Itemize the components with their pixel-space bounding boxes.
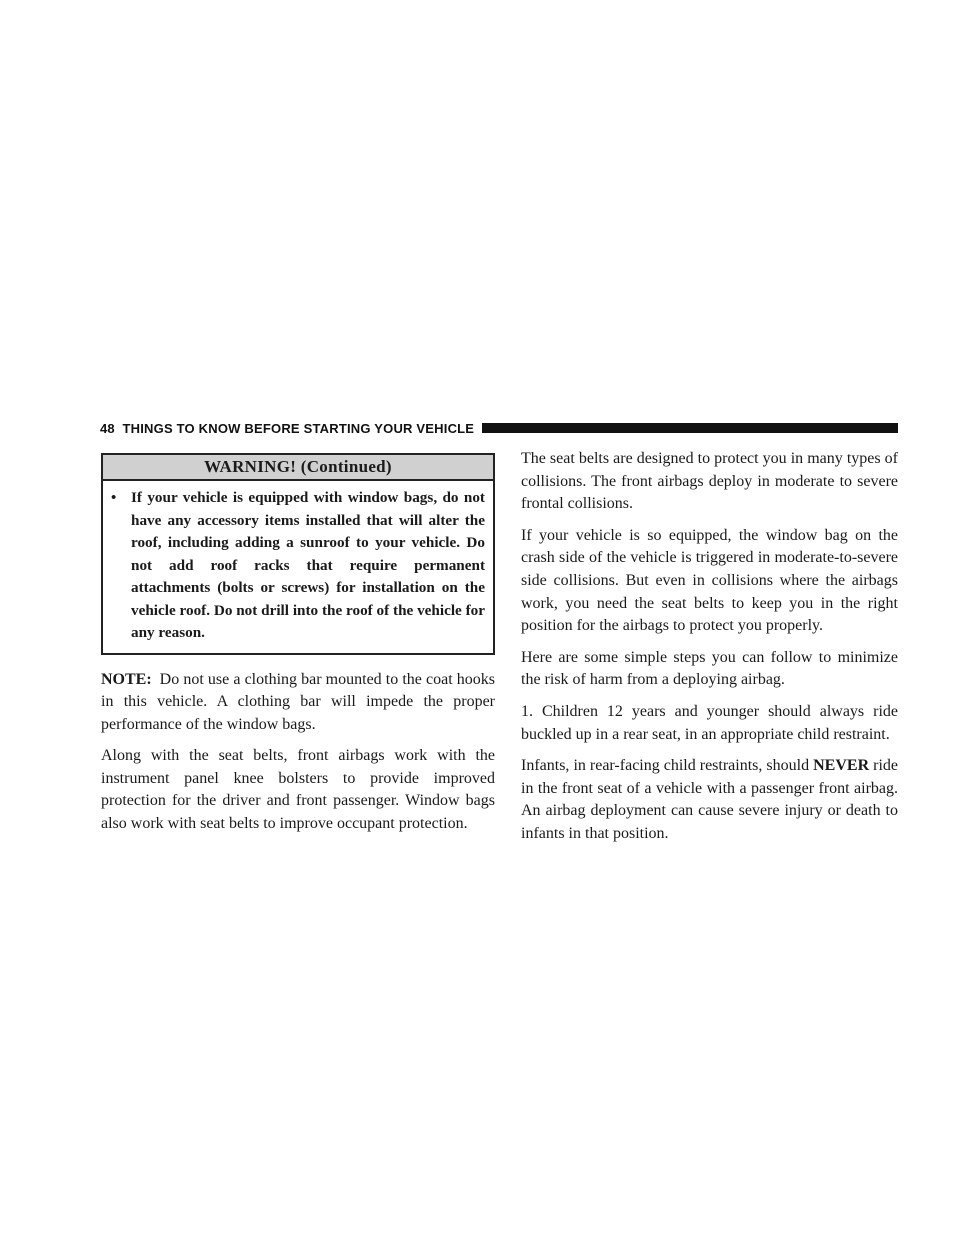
- paragraph-seat-belts: The seat belts are designed to protect you in many types of collisions. The front airbags deploy in moderate to severe frontal collisions.: [521, 450, 898, 513]
- paragraph-airbags-knee-bolsters: Along with the seat belts, front airbags work with the instrument panel knee bolsters to provide improved protection for the driver and front passenger. Window bags also work with seat belts to improve occupant protection.: [101, 747, 495, 833]
- warning-body: [103, 481, 493, 653]
- paragraph-step-1: 1. Children 12 years and younger should always ride buckled up in a rear seat, in an appropriate child restraint.: [521, 702, 898, 743]
- infants-text-start: Infants, in rear-facing child restraints, should: [521, 757, 814, 775]
- paragraph-simple-steps: Here are some simple steps you can follow to minimize the risk of harm from a deploying airbag.: [521, 648, 898, 689]
- header-text: [100, 421, 474, 436]
- note-paragraph: [101, 669, 495, 737]
- paragraph-window-bag: If your vehicle is so equipped, the window bag on the crash side of the vehicle is triggered in moderate-to-severe side collisions. But even in collisions where the airbags work, you need the seat belts to keep you in the right position for the airbags to protect you properly.: [521, 526, 898, 635]
- section-title: THINGS TO KNOW BEFORE STARTING YOUR VEHICLE: [122, 420, 475, 436]
- note-label: NOTE:: [101, 670, 152, 688]
- warning-text: If your vehicle is equipped with window bags, do not have any accessory items installed that will alter the roof, including adding a sunroof to your vehicle. Do not add roof racks that require permanent attachments (bolts or screws) for installation on the vehicle roof. Do not drill into the roof of the vehicle for any reason.: [131, 489, 485, 641]
- warning-box: [101, 453, 495, 655]
- note-text: Do not use a clothing bar mounted to the coat hooks in this vehicle. A clothing bar will impede the proper performance of the window bags.: [101, 670, 495, 733]
- header-rule: [482, 423, 898, 433]
- left-column: [101, 453, 495, 845]
- right-column: [521, 448, 898, 855]
- page-header: [100, 418, 898, 438]
- paragraph-infants: [521, 755, 898, 845]
- page-number: 48: [100, 420, 115, 436]
- warning-title: WARNING! (Continued): [103, 455, 493, 481]
- bullet-icon: •: [111, 490, 117, 506]
- infants-text-end: ride in the front seat of a vehicle with a passenger front airbag. An airbag deployment can cause severe injury or death to infants in that position.: [521, 757, 899, 842]
- never-emphasis: NEVER: [813, 757, 870, 775]
